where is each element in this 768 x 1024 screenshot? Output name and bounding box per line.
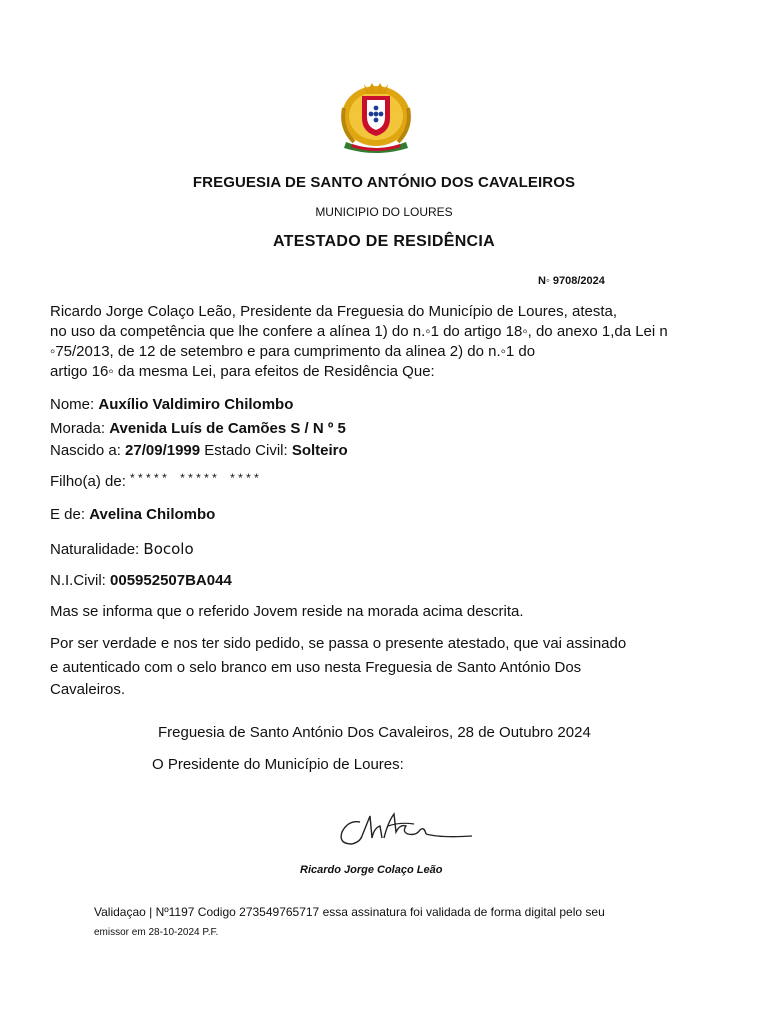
- field-origin: [50, 540, 194, 558]
- handwritten-signature: [330, 802, 480, 856]
- field-mother: [50, 506, 215, 523]
- intro-line-2: no uso da competência que lhe confere a alínea 1) do n.◦1 do artigo 18◦, do anexo 1,da Lei n: [50, 323, 668, 340]
- document-title: ATESTADO DE RESIDÊNCIA: [272, 233, 496, 250]
- document-number: N◦ 9708/2024: [538, 275, 605, 287]
- born-value: 27/09/1999: [125, 442, 201, 459]
- intro-line-1: Ricardo Jorge Colaço Leão, Presidente da Freguesia do Município de Loures, atesta,: [50, 303, 618, 320]
- father-label: Filho(a) de:: [50, 473, 126, 490]
- coat-of-arms-emblem: [334, 78, 418, 156]
- id-label: N.I.Civil:: [50, 572, 106, 589]
- field-id: [50, 572, 232, 589]
- name-label: Nome:: [50, 396, 95, 413]
- field-father: [50, 473, 259, 490]
- id-value: 005952507BA044: [110, 572, 232, 589]
- signatory-name: Ricardo Jorge Colaço Leão: [300, 864, 443, 876]
- attestation-line-2: e autenticado com o selo branco em uso nesta Freguesia de Santo António Dos: [50, 659, 582, 676]
- place-and-date: Freguesia de Santo António Dos Cavaleiros, 28 de Outubro 2024: [158, 724, 591, 741]
- civil-label: Estado Civil:: [204, 442, 288, 459]
- origin-label: Naturalidade:: [50, 541, 140, 558]
- validation-line-1: Validaçao | Nº1197 Codigo 273549765717 essa assinatura foi validada de forma digital pelo seu: [94, 905, 605, 919]
- address-value: Avenida Luís de Camões S / N º 5: [109, 420, 346, 437]
- born-label: Nascido a:: [50, 442, 121, 459]
- field-birth-civil: [50, 442, 348, 459]
- mother-label: E de:: [50, 506, 86, 523]
- field-name: [50, 396, 293, 413]
- signatory-title: O Presidente do Município de Loures:: [152, 756, 404, 773]
- municipality-subtitle: MUNICIPIO DO LOURES: [315, 205, 453, 219]
- father-value-redacted: * * * * * * * * * * * * * *: [130, 471, 259, 485]
- attestation-line-3: Cavaleiros.: [50, 681, 126, 698]
- validation-line-2: emissor em 28-10-2024 P.F.: [94, 927, 219, 938]
- address-label: Morada:: [50, 420, 106, 437]
- name-value: Auxílio Valdimiro Chilombo: [98, 396, 294, 413]
- civil-value: Solteiro: [291, 442, 348, 459]
- intro-line-3: ◦75/2013, de 12 de setembro e para cumprimento da alinea 2) do n.◦1 do: [50, 343, 536, 360]
- mother-value: Avelina Chilombo: [89, 506, 216, 523]
- residence-statement: Mas se informa que o referido Jovem reside na morada acima descrita.: [50, 603, 524, 620]
- intro-line-4: artigo 16◦ da mesma Lei, para efeitos de Residência Que:: [50, 363, 435, 380]
- origin-value: Bocolo: [143, 540, 194, 558]
- field-address: [50, 420, 346, 437]
- attestation-line-1: Por ser verdade e nos ter sido pedido, se passa o presente atestado, que vai assinado: [50, 635, 627, 652]
- organization-title: FREGUESIA DE SANTO ANTÓNIO DOS CAVALEIROS: [192, 174, 576, 191]
